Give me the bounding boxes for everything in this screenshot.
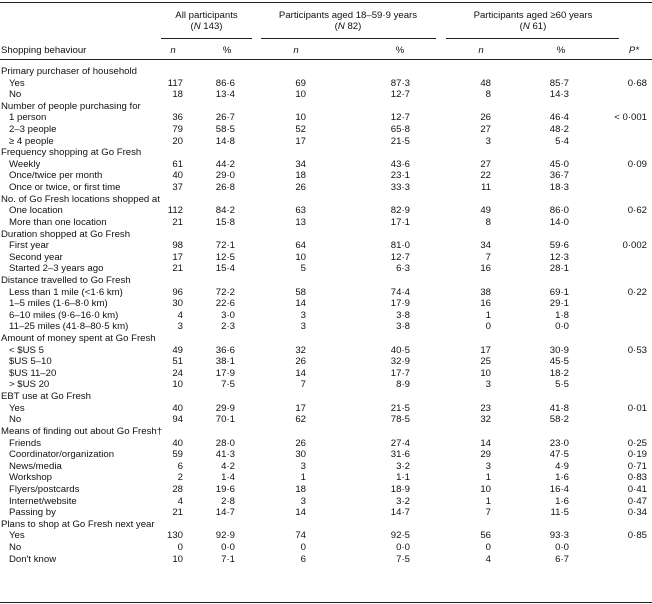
cell-n: 4 [485, 553, 491, 565]
row-label: Don't know [9, 553, 57, 565]
column-header-n: n [478, 45, 484, 56]
cell-n: 98 [172, 240, 183, 252]
row-label: No [9, 89, 22, 101]
cell-n: 1 [485, 495, 491, 507]
row-label: Friends [9, 437, 41, 449]
cell-n: 14 [295, 298, 306, 310]
cell-pct: 41·8 [549, 402, 569, 414]
cell-n: 7 [300, 379, 306, 391]
cell-n: 24 [172, 367, 183, 379]
cell-n: 3 [300, 309, 306, 321]
cell-pct: 2·8 [221, 495, 235, 507]
cell-pct: 26·7 [215, 112, 235, 124]
row-category: No. of Go Fresh locations shopped at [1, 193, 160, 205]
column-header-p: P* [628, 45, 640, 56]
cell-pct: 36·7 [549, 170, 569, 182]
cell-pct: 41·3 [215, 449, 235, 461]
cell-n: 37 [172, 182, 183, 194]
row-label: Once or twice, or first time [9, 182, 121, 194]
row-label: Second year [9, 251, 63, 263]
cell-n: 112 [167, 205, 183, 217]
cell-p-value: 0·62 [627, 205, 647, 217]
row-label: Less than 1 mile (<1·6 km) [9, 286, 123, 298]
cell-pct: 45·0 [549, 158, 569, 170]
cell-n: 52 [295, 124, 306, 136]
column-header-pct: % [556, 45, 566, 56]
row-category: Frequency shopping at Go Fresh [1, 147, 142, 159]
cell-n: 27 [480, 158, 491, 170]
row-category: Amount of money spent at Go Fresh [1, 333, 156, 345]
row-label: 11–25 miles (41·8–80·5 km) [9, 321, 129, 333]
cell-n: 79 [172, 124, 183, 136]
cell-n: 16 [480, 298, 491, 310]
group-header-18-59 [248, 10, 448, 32]
cell-pct: 18·2 [549, 367, 569, 379]
cell-pct: 17·9 [215, 367, 235, 379]
group-title: All participants [175, 10, 238, 21]
cell-pct: 47·5 [549, 449, 569, 461]
cell-pct: 17·7 [390, 367, 410, 379]
cell-n: 10 [480, 483, 491, 495]
cell-pct: 7·5 [221, 379, 235, 391]
cell-n: 17 [295, 135, 306, 147]
cell-pct: 12·7 [390, 89, 410, 101]
cell-n: 34 [295, 158, 306, 170]
cell-n: 63 [295, 205, 306, 217]
cell-pct: 40·5 [390, 344, 410, 356]
cell-n: 3 [485, 135, 491, 147]
cell-n: 69 [295, 77, 306, 89]
cell-pct: 87·3 [390, 77, 410, 89]
row-label: ≥ 4 people [9, 135, 54, 147]
cell-n: 40 [172, 170, 183, 182]
cell-n: 3 [177, 321, 183, 333]
column-header-label: Shopping behaviour [1, 45, 87, 56]
cell-pct: 23·0 [549, 437, 569, 449]
cell-pct: 0·0 [555, 542, 569, 553]
cell-pct: 1·1 [396, 472, 410, 484]
cell-n: 59 [172, 449, 183, 461]
row-label: News/media [9, 460, 62, 472]
cell-pct: 29·1 [549, 298, 569, 310]
cell-n: 17 [295, 402, 306, 414]
cell-n: 0 [177, 542, 183, 553]
cell-n: 36 [172, 112, 183, 124]
cell-n: 27 [480, 124, 491, 136]
cell-pct: 12·7 [390, 112, 410, 124]
cell-pct: 65·8 [390, 124, 410, 136]
cell-pct: 14·7 [215, 507, 235, 519]
cell-pct: 28·0 [215, 437, 235, 449]
row-label: Started 2–3 years ago [9, 263, 104, 275]
group-rule-18-59 [261, 38, 436, 39]
cell-n: 1 [485, 309, 491, 321]
cell-n: 62 [295, 414, 306, 426]
cell-pct: 21·5 [390, 402, 410, 414]
cell-n: 32 [480, 414, 491, 426]
row-category: EBT use at Go Fresh [1, 391, 91, 403]
row-category: Plans to shop at Go Fresh next year [1, 518, 155, 530]
cell-pct: 21·5 [390, 135, 410, 147]
cell-pct: 29·9 [215, 402, 235, 414]
group-subtitle: (N 143) [190, 21, 223, 32]
row-label: $US 11–20 [9, 367, 57, 379]
cell-n: 3 [300, 495, 306, 507]
cell-n: 7 [485, 507, 491, 519]
cell-pct: 58·2 [549, 414, 569, 426]
cell-p-value: 0·22 [627, 286, 647, 298]
cell-pct: 0·0 [555, 321, 569, 333]
cell-p-value: 0·85 [627, 530, 647, 542]
group-rule-60plus [446, 38, 619, 39]
cell-n: 10 [295, 89, 306, 101]
header-rule [0, 59, 652, 60]
row-label: 1–5 miles (1·6–8·0 km) [9, 298, 108, 310]
cell-pct: 3·8 [396, 309, 410, 321]
group-rule-all [161, 38, 252, 39]
cell-pct: 92·9 [215, 530, 235, 542]
cell-n: 3 [300, 460, 306, 472]
cell-n: 13 [295, 216, 306, 228]
cell-n: 16 [480, 263, 491, 275]
row-label: > $US 20 [9, 379, 50, 391]
cell-n: 5 [300, 263, 306, 275]
cell-pct: 59·6 [549, 240, 569, 252]
cell-pct: 48·2 [549, 124, 569, 136]
cell-pct: 38·1 [215, 356, 235, 368]
cell-pct: 5·4 [555, 135, 569, 147]
cell-n: 6 [177, 460, 183, 472]
cell-pct: 17·9 [390, 298, 410, 310]
cell-pct: 7·5 [396, 553, 410, 565]
cell-p-value: 0·71 [627, 460, 647, 472]
row-label: Flyers/postcards [9, 483, 80, 495]
cell-pct: 3·8 [396, 321, 410, 333]
cell-n: 96 [172, 286, 183, 298]
cell-n: 18 [295, 483, 306, 495]
row-label: First year [9, 240, 49, 252]
cell-n: 38 [480, 286, 491, 298]
cell-n: 32 [295, 344, 306, 356]
cell-pct: 8·9 [396, 379, 410, 391]
cell-n: 29 [480, 449, 491, 461]
cell-n: 11 [481, 182, 491, 194]
cell-pct: 13·4 [215, 89, 235, 101]
cell-p-value: < 0·001 [614, 112, 647, 124]
cell-pct: 14·8 [215, 135, 235, 147]
cell-pct: 15·4 [215, 263, 235, 275]
cell-p-value: 0·19 [627, 449, 647, 461]
cell-pct: 92·5 [390, 530, 410, 542]
cell-p-value: 0·41 [627, 483, 647, 495]
column-header-n: n [293, 45, 299, 56]
cell-pct: 14·7 [390, 507, 410, 519]
cell-pct: 17·1 [390, 216, 410, 228]
cell-n: 3 [485, 379, 491, 391]
row-label: One location [9, 205, 63, 217]
cell-pct: 28·1 [549, 263, 569, 275]
cell-pct: 1·8 [555, 309, 569, 321]
cell-n: 0 [485, 321, 491, 333]
cell-n: 25 [480, 356, 491, 368]
row-category: Number of people purchasing for [1, 100, 141, 112]
cell-n: 26 [295, 437, 306, 449]
cell-p-value: 0·002 [622, 240, 647, 252]
cell-n: 117 [167, 77, 183, 89]
cell-n: 34 [480, 240, 491, 252]
cell-n: 10 [172, 379, 183, 391]
cell-p-value: 0·47 [627, 495, 647, 507]
cell-pct: 86·6 [215, 77, 235, 89]
cell-pct: 29·0 [215, 170, 235, 182]
cell-n: 22 [480, 170, 491, 182]
cell-n: 30 [295, 449, 306, 461]
cell-pct: 85·7 [549, 77, 569, 89]
cell-n: 49 [172, 344, 183, 356]
cell-n: 48 [480, 77, 491, 89]
cell-pct: 86·0 [549, 205, 569, 217]
cell-pct: 3·2 [396, 460, 410, 472]
row-label: 6–10 miles (9·6–16·0 km) [9, 309, 119, 321]
row-label: $US 5–10 [9, 356, 52, 368]
group-header-all [150, 10, 263, 32]
cell-n: 10 [172, 553, 183, 565]
cell-pct: 18·3 [549, 182, 569, 194]
cell-pct: 2·3 [221, 321, 235, 333]
row-label: Yes [9, 77, 25, 89]
cell-pct: 4·2 [221, 460, 235, 472]
cell-n: 26 [480, 112, 491, 124]
cell-pct: 4·9 [555, 460, 569, 472]
column-header-n: n [170, 45, 176, 56]
cell-n: 14 [295, 507, 306, 519]
cell-pct: 69·1 [549, 286, 569, 298]
cell-n: 1 [485, 472, 491, 484]
cell-pct: 46·4 [549, 112, 569, 124]
group-header-60plus [433, 10, 633, 32]
cell-pct: 19·6 [215, 483, 235, 495]
cell-n: 40 [172, 437, 183, 449]
cell-pct: 58·5 [215, 124, 235, 136]
cell-n: 74 [295, 530, 306, 542]
cell-pct: 93·3 [549, 530, 569, 542]
cell-pct: 1·6 [555, 495, 569, 507]
cell-p-value: 0·09 [627, 158, 647, 170]
group-title: Participants aged 18–59·9 years [278, 10, 418, 21]
cell-n: 21 [172, 507, 183, 519]
cell-n: 51 [172, 356, 183, 368]
row-label: Yes [9, 402, 25, 414]
cell-pct: 36·6 [215, 344, 235, 356]
cell-pct: 3·2 [396, 495, 410, 507]
cell-pct: 70·1 [215, 414, 235, 426]
cell-pct: 32·9 [390, 356, 410, 368]
cell-pct: 81·0 [390, 240, 410, 252]
cell-n: 17 [172, 251, 183, 263]
group-title: Participants aged ≥60 years [473, 10, 593, 21]
row-label: Weekly [9, 158, 41, 170]
cell-pct: 1·4 [221, 472, 235, 484]
cell-n: 14 [480, 437, 491, 449]
cell-pct: 14·3 [549, 89, 569, 101]
cell-pct: 0·0 [221, 542, 235, 553]
group-subtitle: (N 82) [334, 21, 362, 32]
cell-pct: 1·6 [555, 472, 569, 484]
cell-pct: 78·5 [390, 414, 410, 426]
cell-n: 8 [485, 89, 491, 101]
cell-p-value: 0·83 [627, 472, 647, 484]
cell-n: 2 [177, 472, 183, 484]
cell-n: 4 [177, 495, 183, 507]
row-label: 2–3 people [9, 124, 57, 136]
cell-pct: 3·0 [221, 309, 235, 321]
top-rule [0, 2, 652, 3]
cell-n: 18 [172, 89, 183, 101]
cell-n: 26 [295, 182, 306, 194]
cell-pct: 22·6 [215, 298, 235, 310]
cell-n: 21 [172, 216, 183, 228]
cell-pct: 82·9 [390, 205, 410, 217]
cell-n: 130 [166, 530, 183, 542]
group-subtitle: (N 61) [519, 21, 547, 32]
cell-pct: 18·9 [390, 483, 410, 495]
cell-p-value: 0·25 [627, 437, 647, 449]
cell-n: 8 [485, 216, 491, 228]
row-label: More than one location [9, 216, 107, 228]
cell-pct: 15·8 [215, 216, 235, 228]
row-category: Duration shopped at Go Fresh [1, 228, 131, 240]
row-label: Coordinator/organization [9, 449, 115, 461]
cell-n: 6 [300, 553, 306, 565]
row-category: Primary purchaser of household [1, 66, 137, 77]
cell-n: 64 [295, 240, 306, 252]
cell-n: 17 [480, 344, 491, 356]
cell-p-value: 0·53 [627, 344, 647, 356]
cell-n: 14 [295, 367, 306, 379]
cell-p-value: 0·34 [627, 507, 647, 519]
cell-pct: 7·1 [221, 553, 235, 565]
cell-pct: 72·2 [215, 286, 235, 298]
row-label: Internet/website [9, 495, 77, 507]
cell-n: 3 [300, 321, 306, 333]
cell-pct: 26·8 [215, 182, 235, 194]
cell-n: 61 [172, 158, 183, 170]
cell-pct: 23·1 [390, 170, 410, 182]
cell-pct: 84·2 [215, 205, 235, 217]
cell-n: 0 [485, 542, 491, 553]
cell-pct: 27·4 [390, 437, 410, 449]
cell-pct: 5·5 [555, 379, 569, 391]
cell-pct: 6·7 [555, 553, 569, 565]
row-category: Means of finding out about Go Fresh† [1, 425, 163, 437]
row-label: No [9, 414, 22, 426]
column-header-pct: % [222, 45, 232, 56]
cell-n: 49 [480, 205, 491, 217]
row-label: Workshop [9, 472, 53, 484]
cell-n: 4 [177, 309, 183, 321]
cell-n: 23 [480, 402, 491, 414]
cell-n: 30 [172, 298, 183, 310]
cell-n: 26 [295, 356, 306, 368]
cell-n: 58 [295, 286, 306, 298]
cell-n: 20 [172, 135, 183, 147]
cell-pct: 72·1 [215, 240, 235, 252]
cell-p-value: 0·01 [627, 402, 647, 414]
cell-pct: 45·5 [549, 356, 569, 368]
cell-n: 7 [485, 251, 491, 263]
cell-pct: 11·5 [550, 507, 569, 519]
row-label: < $US 5 [9, 344, 44, 356]
cell-pct: 12·7 [390, 251, 410, 263]
cell-n: 18 [295, 170, 306, 182]
cell-n: 94 [172, 414, 183, 426]
cell-n: 10 [295, 251, 306, 263]
cell-pct: 30·9 [549, 344, 569, 356]
cell-pct: 31·6 [390, 449, 410, 461]
cell-pct: 12·3 [549, 251, 569, 263]
cell-pct: 14·0 [549, 216, 569, 228]
cell-n: 0 [300, 542, 306, 553]
cell-pct: 43·6 [390, 158, 410, 170]
cell-pct: 33·3 [390, 182, 410, 194]
cell-n: 28 [172, 483, 183, 495]
cell-n: 40 [172, 402, 183, 414]
cell-pct: 44·2 [215, 158, 235, 170]
bottom-rule [0, 602, 652, 603]
cell-n: 1 [300, 472, 306, 484]
cell-pct: 74·4 [390, 286, 410, 298]
cell-n: 56 [480, 530, 491, 542]
row-category: Distance travelled to Go Fresh [1, 274, 131, 286]
row-label: Once/twice per month [9, 170, 103, 182]
cell-n: 10 [295, 112, 306, 124]
row-label: 1 person [9, 112, 47, 124]
cell-n: 3 [485, 460, 491, 472]
cell-n: 10 [480, 367, 491, 379]
cell-pct: 0·0 [396, 542, 410, 553]
row-label: No [9, 542, 22, 553]
cell-n: 21 [172, 263, 183, 275]
cell-p-value: 0·68 [627, 77, 647, 89]
row-label: Passing by [9, 507, 56, 519]
cell-pct: 6·3 [396, 263, 410, 275]
cell-pct: 12·5 [215, 251, 235, 263]
column-header-pct: % [395, 45, 405, 56]
row-label: Yes [9, 530, 25, 542]
cell-pct: 16·4 [549, 483, 569, 495]
